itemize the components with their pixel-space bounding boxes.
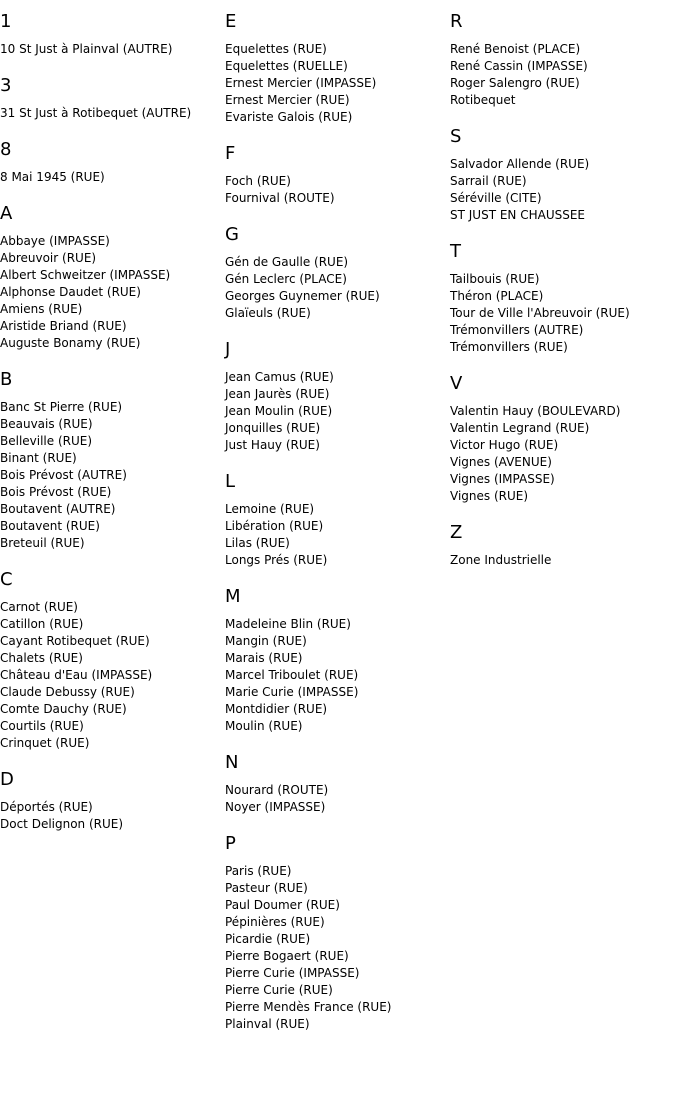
street-list-item [450, 156, 675, 173]
street-list-item [225, 386, 450, 403]
letter-section [225, 752, 450, 816]
street-list-item [0, 799, 225, 816]
street-list-item [225, 109, 450, 126]
letter-heading: 8 [0, 139, 12, 160]
street-link[interactable]: Courtils (RUE) [0, 719, 84, 733]
street-link[interactable]: Pierre Curie (RUE) [225, 983, 333, 997]
street-link[interactable]: Boutavent (RUE) [0, 519, 100, 533]
street-list-item [225, 931, 450, 948]
street-list-item [225, 701, 450, 718]
street-list [225, 254, 450, 322]
street-link[interactable]: Just Hauy (RUE) [225, 438, 320, 452]
street-link[interactable]: Château d'Eau (IMPASSE) [0, 668, 153, 682]
street-link[interactable]: Tour de Ville l'Abreuvoir (RUE) [450, 306, 630, 320]
letter-heading: M [225, 586, 241, 607]
street-list-item [0, 267, 225, 284]
letter-heading: A [0, 203, 13, 224]
street-link[interactable]: Vignes (AVENUE) [450, 455, 552, 469]
street-list-item [450, 41, 675, 58]
letter-heading: C [0, 569, 13, 590]
street-list-item [225, 948, 450, 965]
street-link[interactable]: 31 St Just à Rotibequet (AUTRE) [0, 106, 192, 120]
street-list-item [225, 305, 450, 322]
street-link[interactable]: Belleville (RUE) [0, 434, 93, 448]
street-list-item [225, 863, 450, 880]
street-link[interactable]: Tailbouis (RUE) [450, 272, 540, 286]
street-link[interactable]: Paris (RUE) [225, 864, 292, 878]
street-list-item [0, 105, 225, 122]
street-list-item [225, 288, 450, 305]
street-list-item [450, 403, 675, 420]
street-list-item [450, 339, 675, 356]
street-link[interactable]: Binant (RUE) [0, 451, 77, 465]
street-link[interactable]: Mangin (RUE) [225, 634, 307, 648]
street-link[interactable]: Evariste Galois (RUE) [225, 110, 353, 124]
street-link[interactable]: Salvador Allende (RUE) [450, 157, 590, 171]
letter-section [225, 471, 450, 569]
street-list-item [0, 735, 225, 752]
street-list-item [450, 437, 675, 454]
street-list-item [0, 599, 225, 616]
street-list [225, 616, 450, 735]
street-list-item [450, 322, 675, 339]
street-list-item [225, 880, 450, 897]
street-link[interactable]: René Benoist (PLACE) [450, 42, 581, 56]
street-list-item [450, 58, 675, 75]
street-list-item [0, 484, 225, 501]
street-link[interactable]: Crinquet (RUE) [0, 736, 90, 750]
letter-heading: F [225, 143, 236, 164]
street-link[interactable]: Ernest Mercier (RUE) [225, 93, 350, 107]
street-list-item [450, 488, 675, 505]
street-link[interactable]: Gén de Gaulle (RUE) [225, 255, 349, 269]
street-link[interactable]: Cayant Rotibequet (RUE) [0, 634, 150, 648]
street-link[interactable]: Roger Salengro (RUE) [450, 76, 580, 90]
street-list [0, 399, 225, 552]
letter-heading: V [450, 373, 463, 394]
street-link[interactable]: Rotibequet [450, 93, 516, 107]
street-list-item [0, 284, 225, 301]
street-list-item [0, 718, 225, 735]
street-list-item [225, 999, 450, 1016]
street-link[interactable]: ST JUST EN CHAUSSEE [450, 208, 586, 222]
street-list-item [0, 250, 225, 267]
street-list-item [225, 173, 450, 190]
street-link[interactable]: Albert Schweitzer (IMPASSE) [0, 268, 171, 282]
street-list-item [0, 399, 225, 416]
street-link[interactable]: Jean Jaurès (RUE) [225, 387, 330, 401]
street-link[interactable]: Breteuil (RUE) [0, 536, 85, 550]
street-list-item [225, 633, 450, 650]
street-list-item [0, 450, 225, 467]
street-link[interactable]: Jean Camus (RUE) [225, 370, 334, 384]
street-link[interactable]: Vignes (IMPASSE) [450, 472, 555, 486]
street-link[interactable]: Fournival (ROUTE) [225, 191, 335, 205]
street-list-item [0, 616, 225, 633]
street-list-item [450, 471, 675, 488]
street-link[interactable]: Nourard (ROUTE) [225, 783, 329, 797]
street-list-item [450, 420, 675, 437]
street-link[interactable]: 8 Mai 1945 (RUE) [0, 170, 105, 184]
street-list-item [0, 535, 225, 552]
street-link[interactable]: Plainval (RUE) [225, 1017, 310, 1031]
street-link[interactable]: Pierre Bogaert (RUE) [225, 949, 349, 963]
letter-section [0, 75, 225, 122]
street-link[interactable]: Vignes (RUE) [450, 489, 529, 503]
street-list-item [225, 92, 450, 109]
street-list-item [225, 965, 450, 982]
street-link[interactable]: Lemoine (RUE) [225, 502, 315, 516]
street-list [225, 501, 450, 569]
street-link[interactable]: Chalets (RUE) [0, 651, 83, 665]
street-list [225, 173, 450, 207]
street-link[interactable]: Bois Prévost (AUTRE) [0, 468, 127, 482]
street-list [225, 41, 450, 126]
letter-heading: J [225, 339, 231, 360]
letter-heading: 1 [0, 11, 12, 32]
street-link[interactable]: Pierre Curie (IMPASSE) [225, 966, 360, 980]
street-list-item [0, 518, 225, 535]
street-link[interactable]: Lilas (RUE) [225, 536, 290, 550]
street-link[interactable]: Jean Moulin (RUE) [225, 404, 333, 418]
street-list-item [0, 633, 225, 650]
street-list-item [225, 718, 450, 735]
street-link[interactable]: Comte Dauchy (RUE) [0, 702, 127, 716]
street-link[interactable]: Longs Prés (RUE) [225, 553, 328, 567]
letter-section [0, 569, 225, 752]
street-list-item [225, 190, 450, 207]
street-link[interactable]: Glaïeuls (RUE) [225, 306, 311, 320]
street-list-item [225, 254, 450, 271]
street-list-item [225, 684, 450, 701]
street-link[interactable]: Sarrail (RUE) [450, 174, 527, 188]
street-link[interactable]: Aristide Briand (RUE) [0, 319, 127, 333]
letter-heading: D [0, 769, 14, 790]
street-link[interactable]: Marcel Triboulet (RUE) [225, 668, 359, 682]
street-list-item [0, 416, 225, 433]
street-list-item [225, 518, 450, 535]
street-list-item [225, 437, 450, 454]
street-list-item [225, 535, 450, 552]
street-link[interactable]: Déportés (RUE) [0, 800, 93, 814]
letter-section [0, 139, 225, 186]
street-list [0, 41, 225, 58]
street-link[interactable]: Zone Industrielle [450, 553, 552, 567]
street-list [225, 369, 450, 454]
street-link[interactable]: Théron (PLACE) [450, 289, 544, 303]
street-link[interactable]: Abbaye (IMPASSE) [0, 234, 110, 248]
street-list [450, 552, 675, 569]
street-list [0, 233, 225, 352]
street-link[interactable]: Jonquilles (RUE) [225, 421, 321, 435]
street-link[interactable]: Montdidier (RUE) [225, 702, 328, 716]
letter-heading: S [450, 126, 462, 147]
street-list-item [225, 914, 450, 931]
street-column-2 [225, 0, 450, 1050]
letter-heading: L [225, 471, 236, 492]
letter-heading: N [225, 752, 239, 773]
street-link[interactable]: Bois Prévost (RUE) [0, 485, 112, 499]
street-link[interactable]: Doct Delignon (RUE) [0, 817, 124, 831]
street-list-item [225, 501, 450, 518]
street-link[interactable]: Claude Debussy (RUE) [0, 685, 135, 699]
letter-section [225, 143, 450, 207]
street-list-item [0, 701, 225, 718]
street-list-item [0, 684, 225, 701]
street-link[interactable]: Banc St Pierre (RUE) [0, 400, 123, 414]
street-list [450, 41, 675, 109]
letter-section [0, 203, 225, 352]
street-link[interactable]: René Cassin (IMPASSE) [450, 59, 588, 73]
street-list-item [450, 190, 675, 207]
street-link[interactable]: Gén Leclerc (PLACE) [225, 272, 347, 286]
street-list-item [450, 305, 675, 322]
letter-heading: E [225, 11, 237, 32]
street-list-item [225, 75, 450, 92]
street-list-item [0, 169, 225, 186]
street-list-item [450, 454, 675, 471]
street-list [0, 169, 225, 186]
street-list-item [450, 288, 675, 305]
letter-section [225, 11, 450, 126]
letter-section [450, 241, 675, 356]
street-link[interactable]: Séréville (CITE) [450, 191, 542, 205]
street-link[interactable]: Trémonvillers (AUTRE) [450, 323, 584, 337]
street-link[interactable]: Victor Hugo (RUE) [450, 438, 559, 452]
street-list [225, 863, 450, 1033]
street-link[interactable]: Pierre Mendès France (RUE) [225, 1000, 392, 1014]
street-link[interactable]: Equelettes (RUELLE) [225, 59, 348, 73]
street-list-item [450, 92, 675, 109]
street-list-item [225, 799, 450, 816]
letter-heading: R [450, 11, 463, 32]
street-list [0, 105, 225, 122]
street-link[interactable]: Pasteur (RUE) [225, 881, 308, 895]
letter-heading: B [0, 369, 13, 390]
letter-section [450, 11, 675, 109]
letter-section [0, 769, 225, 833]
street-list [450, 403, 675, 505]
letter-section [450, 522, 675, 569]
street-list-item [450, 552, 675, 569]
letter-section [225, 833, 450, 1033]
letter-section [0, 369, 225, 552]
street-link[interactable]: 10 St Just à Plainval (AUTRE) [0, 42, 173, 56]
letter-section [225, 224, 450, 322]
street-column-3 [450, 0, 675, 586]
letter-heading: Z [450, 522, 463, 543]
street-list [0, 799, 225, 833]
street-list-item [0, 335, 225, 352]
street-link[interactable]: Pépinières (RUE) [225, 915, 325, 929]
street-link[interactable]: Marie Curie (IMPASSE) [225, 685, 359, 699]
street-link[interactable]: Moulin (RUE) [225, 719, 303, 733]
letter-heading: T [450, 241, 461, 262]
street-link[interactable]: Carnot (RUE) [0, 600, 78, 614]
letter-heading: G [225, 224, 239, 245]
street-list-item [0, 467, 225, 484]
street-list-item [0, 301, 225, 318]
street-list-item [0, 650, 225, 667]
street-list-item [450, 271, 675, 288]
street-list-item [225, 403, 450, 420]
street-link[interactable]: Ernest Mercier (IMPASSE) [225, 76, 377, 90]
street-link[interactable]: Amiens (RUE) [0, 302, 83, 316]
street-list [450, 271, 675, 356]
letter-section [0, 11, 225, 58]
street-link[interactable]: Catillon (RUE) [0, 617, 84, 631]
street-list-item [225, 420, 450, 437]
street-column-1 [0, 0, 225, 850]
letter-section [450, 373, 675, 505]
street-link[interactable]: Equelettes (RUE) [225, 42, 327, 56]
street-link[interactable]: Trémonvillers (RUE) [450, 340, 568, 354]
street-link[interactable]: Picardie (RUE) [225, 932, 311, 946]
street-link[interactable]: Alphonse Daudet (RUE) [0, 285, 141, 299]
street-list-item [225, 897, 450, 914]
street-list-item [0, 233, 225, 250]
street-list [0, 599, 225, 752]
street-list-item [450, 173, 675, 190]
street-link[interactable]: Valentin Legrand (RUE) [450, 421, 590, 435]
street-list-item [450, 75, 675, 92]
street-link[interactable]: Beauvais (RUE) [0, 417, 93, 431]
street-link[interactable]: Libération (RUE) [225, 519, 324, 533]
street-list-item [0, 816, 225, 833]
street-list-item [225, 982, 450, 999]
street-link[interactable]: Valentin Hauy (BOULEVARD) [450, 404, 621, 418]
street-list-item [0, 41, 225, 58]
street-list-item [0, 433, 225, 450]
street-list [450, 156, 675, 224]
street-link[interactable]: Marais (RUE) [225, 651, 303, 665]
street-list-item [225, 650, 450, 667]
street-link[interactable]: Abreuvoir (RUE) [0, 251, 97, 265]
street-list-item [225, 369, 450, 386]
street-link[interactable]: Boutavent (AUTRE) [0, 502, 116, 516]
street-list-item [0, 667, 225, 684]
letter-heading: P [225, 833, 236, 854]
street-list-item [0, 318, 225, 335]
street-link[interactable]: Madeleine Blin (RUE) [225, 617, 351, 631]
letter-section [450, 126, 675, 224]
street-list [225, 782, 450, 816]
street-list-item [225, 41, 450, 58]
street-list-item [225, 271, 450, 288]
letter-section [225, 339, 450, 454]
street-link[interactable]: Georges Guynemer (RUE) [225, 289, 380, 303]
street-list-item [225, 667, 450, 684]
street-link[interactable]: Noyer (IMPASSE) [225, 800, 326, 814]
street-link[interactable]: Paul Doumer (RUE) [225, 898, 340, 912]
street-list-item [225, 782, 450, 799]
letter-heading: 3 [0, 75, 12, 96]
street-list-item [450, 207, 675, 224]
street-list-item [225, 552, 450, 569]
street-list-item [225, 616, 450, 633]
street-list-item [0, 501, 225, 518]
street-link[interactable]: Foch (RUE) [225, 174, 291, 188]
street-link[interactable]: Auguste Bonamy (RUE) [0, 336, 141, 350]
street-list-item [225, 1016, 450, 1033]
letter-section [225, 586, 450, 735]
street-list-item [225, 58, 450, 75]
